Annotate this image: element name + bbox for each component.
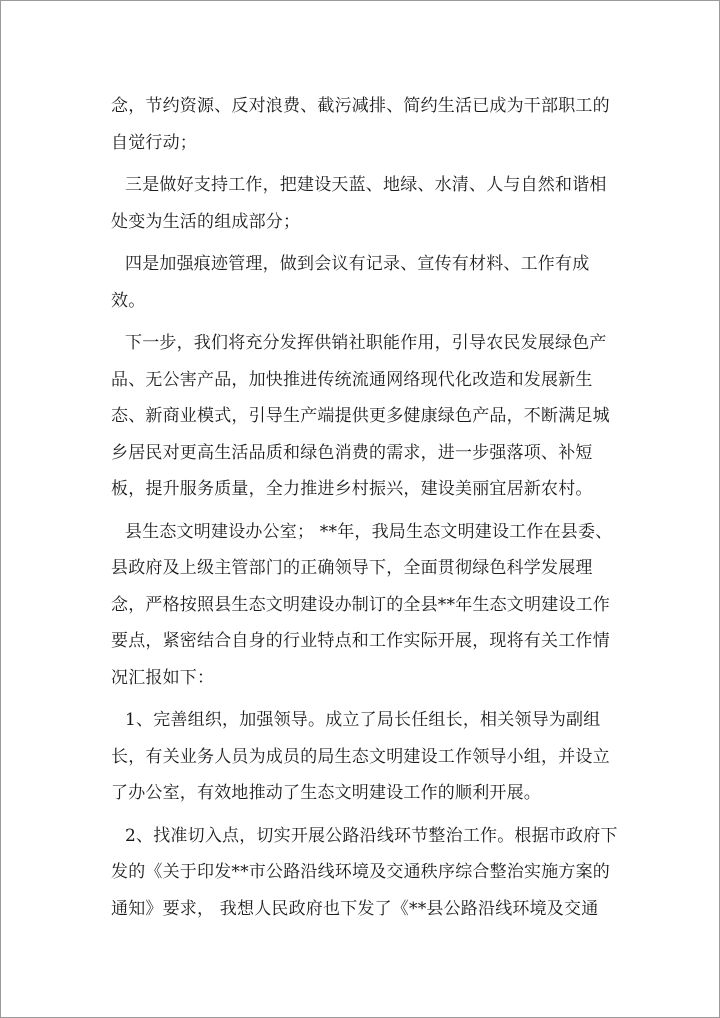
text-line: 处变为生活的组成部分；	[111, 211, 301, 232]
paragraph-3	[111, 246, 611, 319]
text-line: 乡居民对更高生活品质和绿色消费的需求，进一步强落项、补短	[111, 442, 593, 463]
text-line: 品、无公害产品，加快推进传统流通网络现代化改造和发展新生	[111, 369, 593, 390]
text-line: 2、找准切入点，切实开展公路沿线环节整治工作。根据市政府下	[125, 825, 618, 846]
text-line: 四是加强痕迹管理，做到会议有记录、宣传有材料、工作有成	[125, 254, 590, 274]
text-line: 1、完善组织，加强领导。成立了局长任组长，相关领导为副组	[125, 710, 601, 730]
paragraph-1	[111, 88, 611, 161]
text-line: 效。	[111, 290, 146, 311]
document-body	[111, 88, 618, 933]
text-line: 要点，紧密结合自身的行业特点和工作实际开展，现将有关工作情	[111, 631, 610, 651]
text-line: 三是做好支持工作，把建设天蓝、地绿、水清、人与自然和谐相	[125, 175, 607, 195]
paragraph-2	[111, 167, 611, 240]
text-line: 念，严格按照县生态文明建设办制订的全县**年生态文明建设工作	[111, 594, 610, 615]
paragraph-7	[111, 818, 618, 928]
text-line: 县生态文明建设办公室； **年，我局生态文明建设工作在县委、	[125, 521, 613, 542]
text-line: 板，提升服务质量，全力推进乡村振兴，建设美丽宜居新农村。	[111, 479, 593, 499]
text-line: 长，有关业务人员为成员的局生态文明建设工作领导小组，并设立	[111, 746, 610, 767]
text-line: 下一步，我们将充分发挥供销社职能作用，引导农民发展绿色产	[125, 333, 607, 353]
text-line: 况汇报如下：	[111, 667, 215, 688]
text-line: 自觉行动；	[111, 132, 197, 153]
text-line: 了办公室，有效地推动了生态文明建设工作的顺利开展。	[111, 783, 541, 803]
paragraph-5	[111, 514, 611, 697]
paragraph-6	[111, 702, 611, 812]
paragraph-4	[111, 325, 611, 508]
text-line: 念，节约资源、反对浪费、截污减排、简约生活已成为干部职工的	[111, 96, 610, 116]
text-line: 通知》要求， 我想人民政府也下发了《**县公路沿线环境及交通	[111, 898, 599, 919]
text-line: 县政府及上级主管部门的正确领导下，全面贯彻绿色科学发展理	[111, 558, 593, 578]
text-line: 发的《关于印发**市公路沿线环境及交通秩序综合整治实施方案的	[111, 862, 610, 882]
text-line: 态、新商业模式，引导生产端提供更多健康绿色产品，不断满足城	[111, 406, 610, 426]
